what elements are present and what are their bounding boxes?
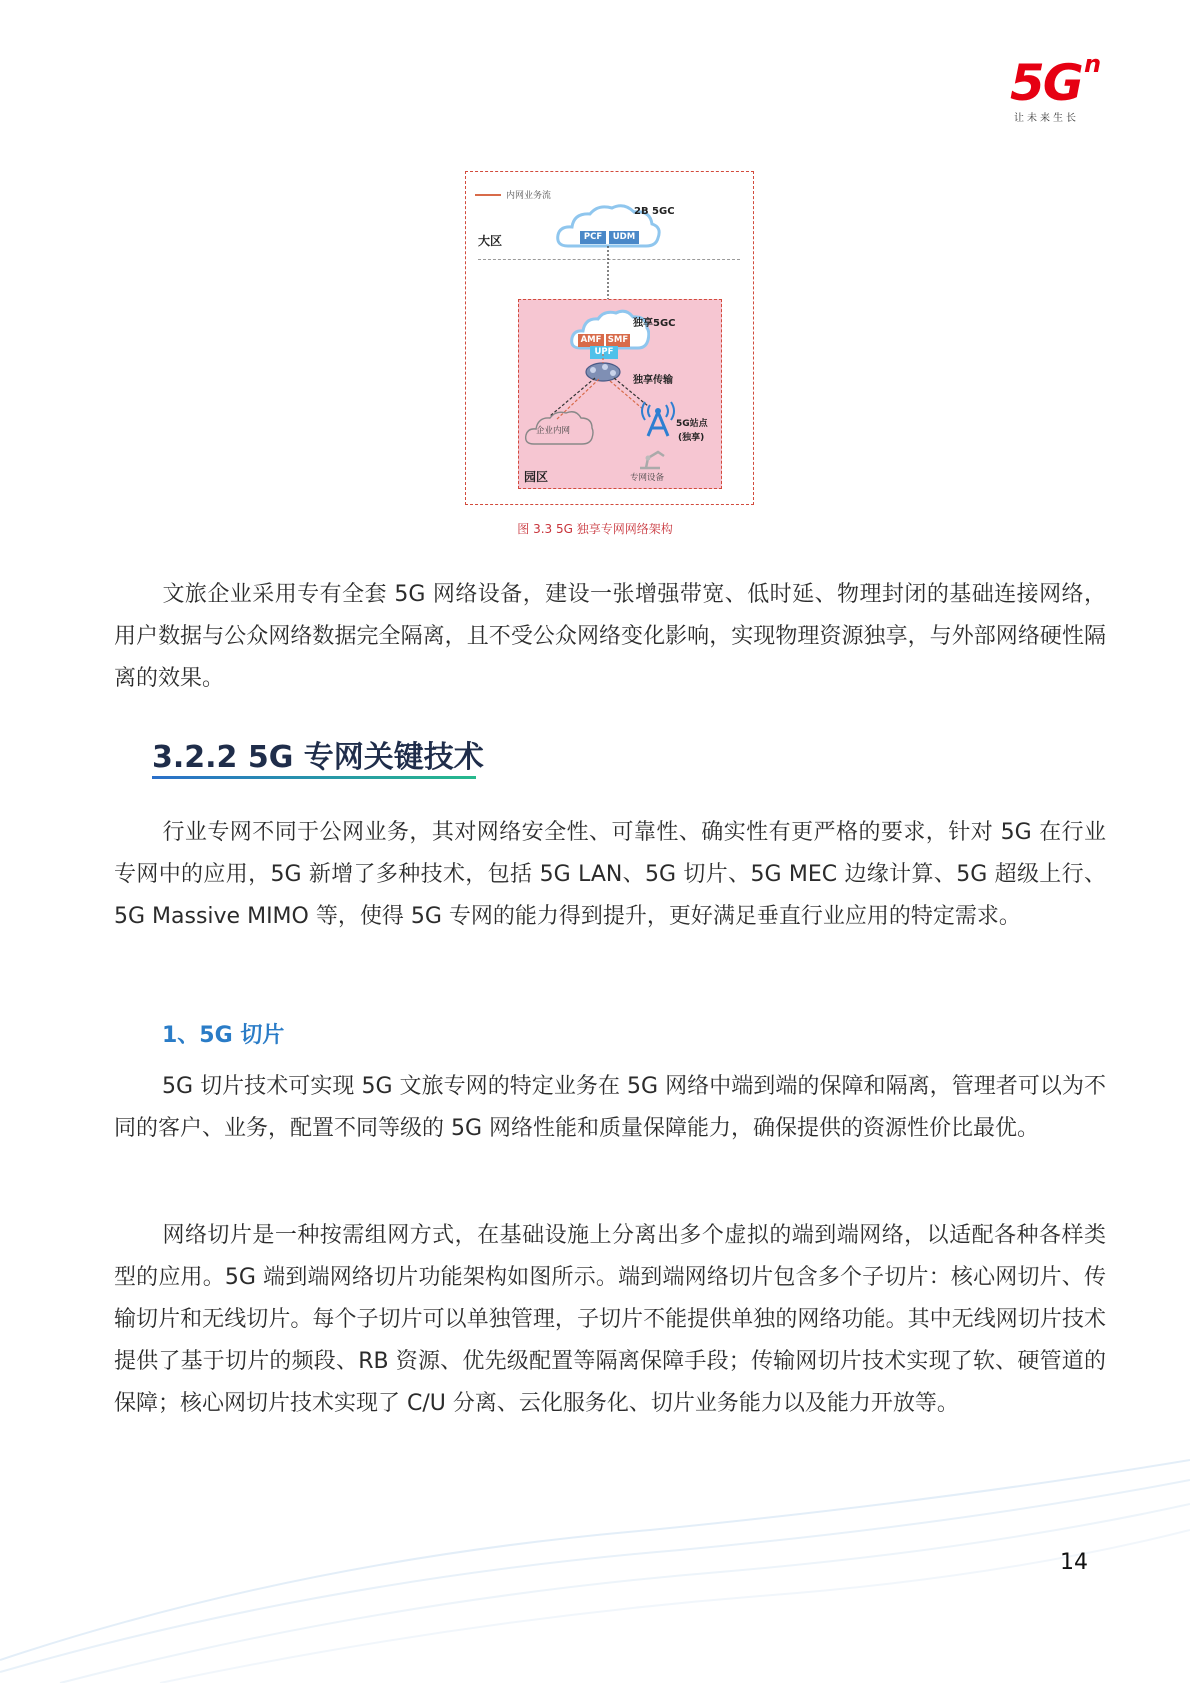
upf-box: UPF	[590, 346, 618, 359]
enterprise-net-label: 企业内网	[536, 426, 571, 436]
amf-box: AMF	[578, 334, 604, 347]
paragraph	[114, 574, 1106, 700]
region-park-label: 园区	[524, 470, 549, 484]
subheading: 1、5G 切片	[162, 1023, 285, 1048]
logo-tagline: 让未来生长	[1014, 113, 1079, 124]
robot-arm-icon	[634, 446, 668, 470]
decorative-wave	[0, 1440, 1190, 1683]
station-sub-label: (独享)	[678, 433, 705, 443]
page-number: 14	[1060, 1550, 1088, 1575]
paragraph	[114, 812, 1106, 938]
logo-5g: 5G	[1010, 54, 1082, 112]
station-label: 5G站点	[676, 419, 708, 429]
paragraph-text: 行业专网不同于公网业务，其对网络安全性、可靠性、确实性有更严格的要求，针对 5G 在行业专网中的应用，5G 新增了多种技术，包括 5G LAN、5G 切片、5G MEC 边缘计算、5G 超级上行、5G Massive MIMO 等，使得 5G 专网的能力得到提升，更好满足垂直行业应用的特定需求。	[114, 820, 1106, 929]
heading-underline	[152, 776, 476, 779]
base-station-icon	[638, 400, 678, 440]
transport-label: 独享传输	[633, 375, 673, 386]
paragraph	[114, 1066, 1106, 1150]
exclusive-core-label: 独享5GC	[633, 318, 676, 329]
smf-box: SMF	[607, 335, 629, 345]
paragraph	[114, 1215, 1106, 1425]
paragraph-text: 文旅企业采用专有全套 5G 网络设备，建设一张增强带宽、低时延、物理封闭的基础连接网络，用户数据与公众网络数据完全隔离，且不受公众网络变化影响，实现物理资源独享，与外部网络硬性隔离的效果。	[114, 582, 1106, 691]
paragraph-text: 5G 切片技术可实现 5G 文旅专网的特定业务在 5G 网络中端到端的保障和隔离，管理者可以为不同的客户、业务，配置不同等级的 5G 网络性能和质量保障能力，确保提供的资源性价比最优。	[114, 1074, 1106, 1141]
legend-label: 内网业务流	[506, 191, 552, 201]
section-heading: 3.2.2 5G 专网关键技术	[152, 740, 484, 775]
legend-line	[475, 194, 501, 196]
network-architecture-figure	[465, 171, 754, 505]
public-core-label: 2B 5GC	[634, 206, 675, 217]
brand-logo	[1010, 52, 1120, 122]
paragraph-text: 网络切片是一种按需组网方式，在基础设施上分离出多个虚拟的端到端网络，以适配各种各样类型的应用。5G 端到端网络切片功能架构如图所示。端到端网络切片包含多个子切片：核心网切片、传输切片和无线切片。每个子切片可以单独管理，子切片不能提供单独的网络功能。其中无线网切片技术提供了基于切片的频段、RB 资源、优先级配置等隔离保障手段；传输网切片技术实现了软、硬管道的保障；核心网切片技术实现了 C/U 分离、云化服务化、切片业务能力以及能力开放等。	[114, 1223, 1106, 1416]
udm-box: UDM	[609, 231, 639, 244]
region-large-label: 大区	[478, 234, 503, 248]
logo-superscript: n	[1084, 50, 1102, 78]
device-label: 专网设备	[630, 473, 665, 483]
pcf-box: PCF	[580, 231, 606, 244]
figure-caption: 图 3.3 5G 独享专网网络架构	[517, 522, 673, 536]
